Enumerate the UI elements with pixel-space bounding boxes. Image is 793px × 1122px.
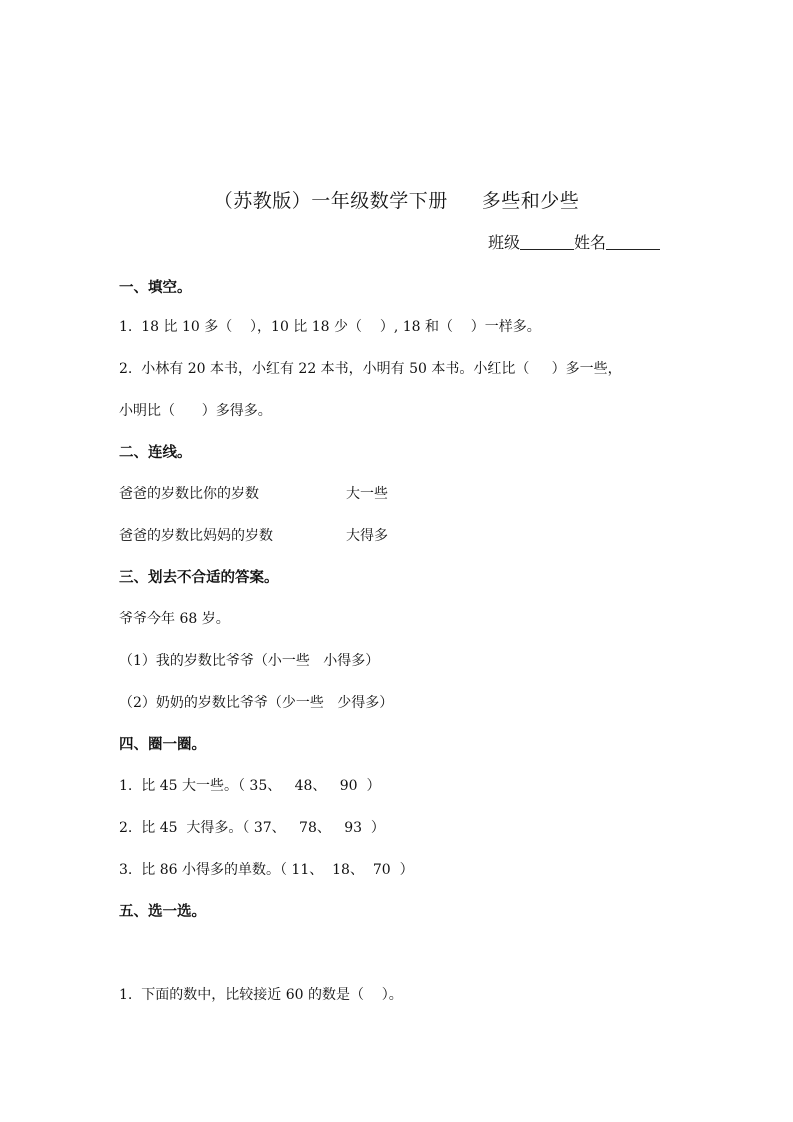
section-heading-matching: 二、连线。 (119, 445, 192, 461)
question-line: 爷爷今年 68 岁。 (119, 611, 230, 627)
match-left-item: 爸爸的岁数比妈妈的岁数 (119, 528, 273, 544)
question-line: 3. 比 86 小得多的单数。（ 11、 18、 70 ） (119, 862, 414, 878)
section-heading-choose: 五、选一选。 (119, 904, 206, 920)
question-line: （2）奶奶的岁数比爷爷（少一些 少得多） (119, 695, 394, 711)
class-blank[interactable] (520, 233, 574, 250)
student-info (488, 230, 660, 253)
question-line: 2. 小林有 20 本书，小红有 22 本书，小明有 50 本书。小红比（ ）多一些， (119, 361, 622, 377)
name-blank[interactable] (606, 233, 660, 250)
question-line: 1. 比 45 大一些。（ 35、 48、 90 ） (119, 778, 381, 794)
name-label: 姓名 (574, 233, 607, 252)
title-series: （苏教版）一年级数学下册 (213, 190, 448, 212)
match-left-item: 爸爸的岁数比你的岁数 (119, 486, 259, 502)
question-line: 1. 18 比 10 多（ ），10 比 18 少（ ）, 18 和（ ）一样多。 (119, 319, 541, 335)
title-topic: 多些和少些 (481, 190, 580, 212)
question-line: 小明比（ ）多得多。 (119, 403, 272, 419)
match-right-item: 大得多 (346, 528, 388, 544)
class-label: 班级 (488, 233, 521, 252)
section-heading-fill-blank: 一、填空。 (119, 280, 192, 296)
section-heading-cross-out: 三、划去不合适的答案。 (119, 570, 279, 586)
match-right-item: 大一些 (346, 486, 388, 502)
page-title (0, 186, 793, 213)
section-heading-circle: 四、圈一圈。 (119, 737, 206, 753)
question-line: （1）我的岁数比爷爷（小一些 小得多） (119, 653, 380, 669)
question-line: 2. 比 45 大得多。（ 37、 78、 93 ） (119, 820, 385, 836)
question-line: 1. 下面的数中，比较接近 60 的数是（ ）。 (119, 987, 403, 1003)
